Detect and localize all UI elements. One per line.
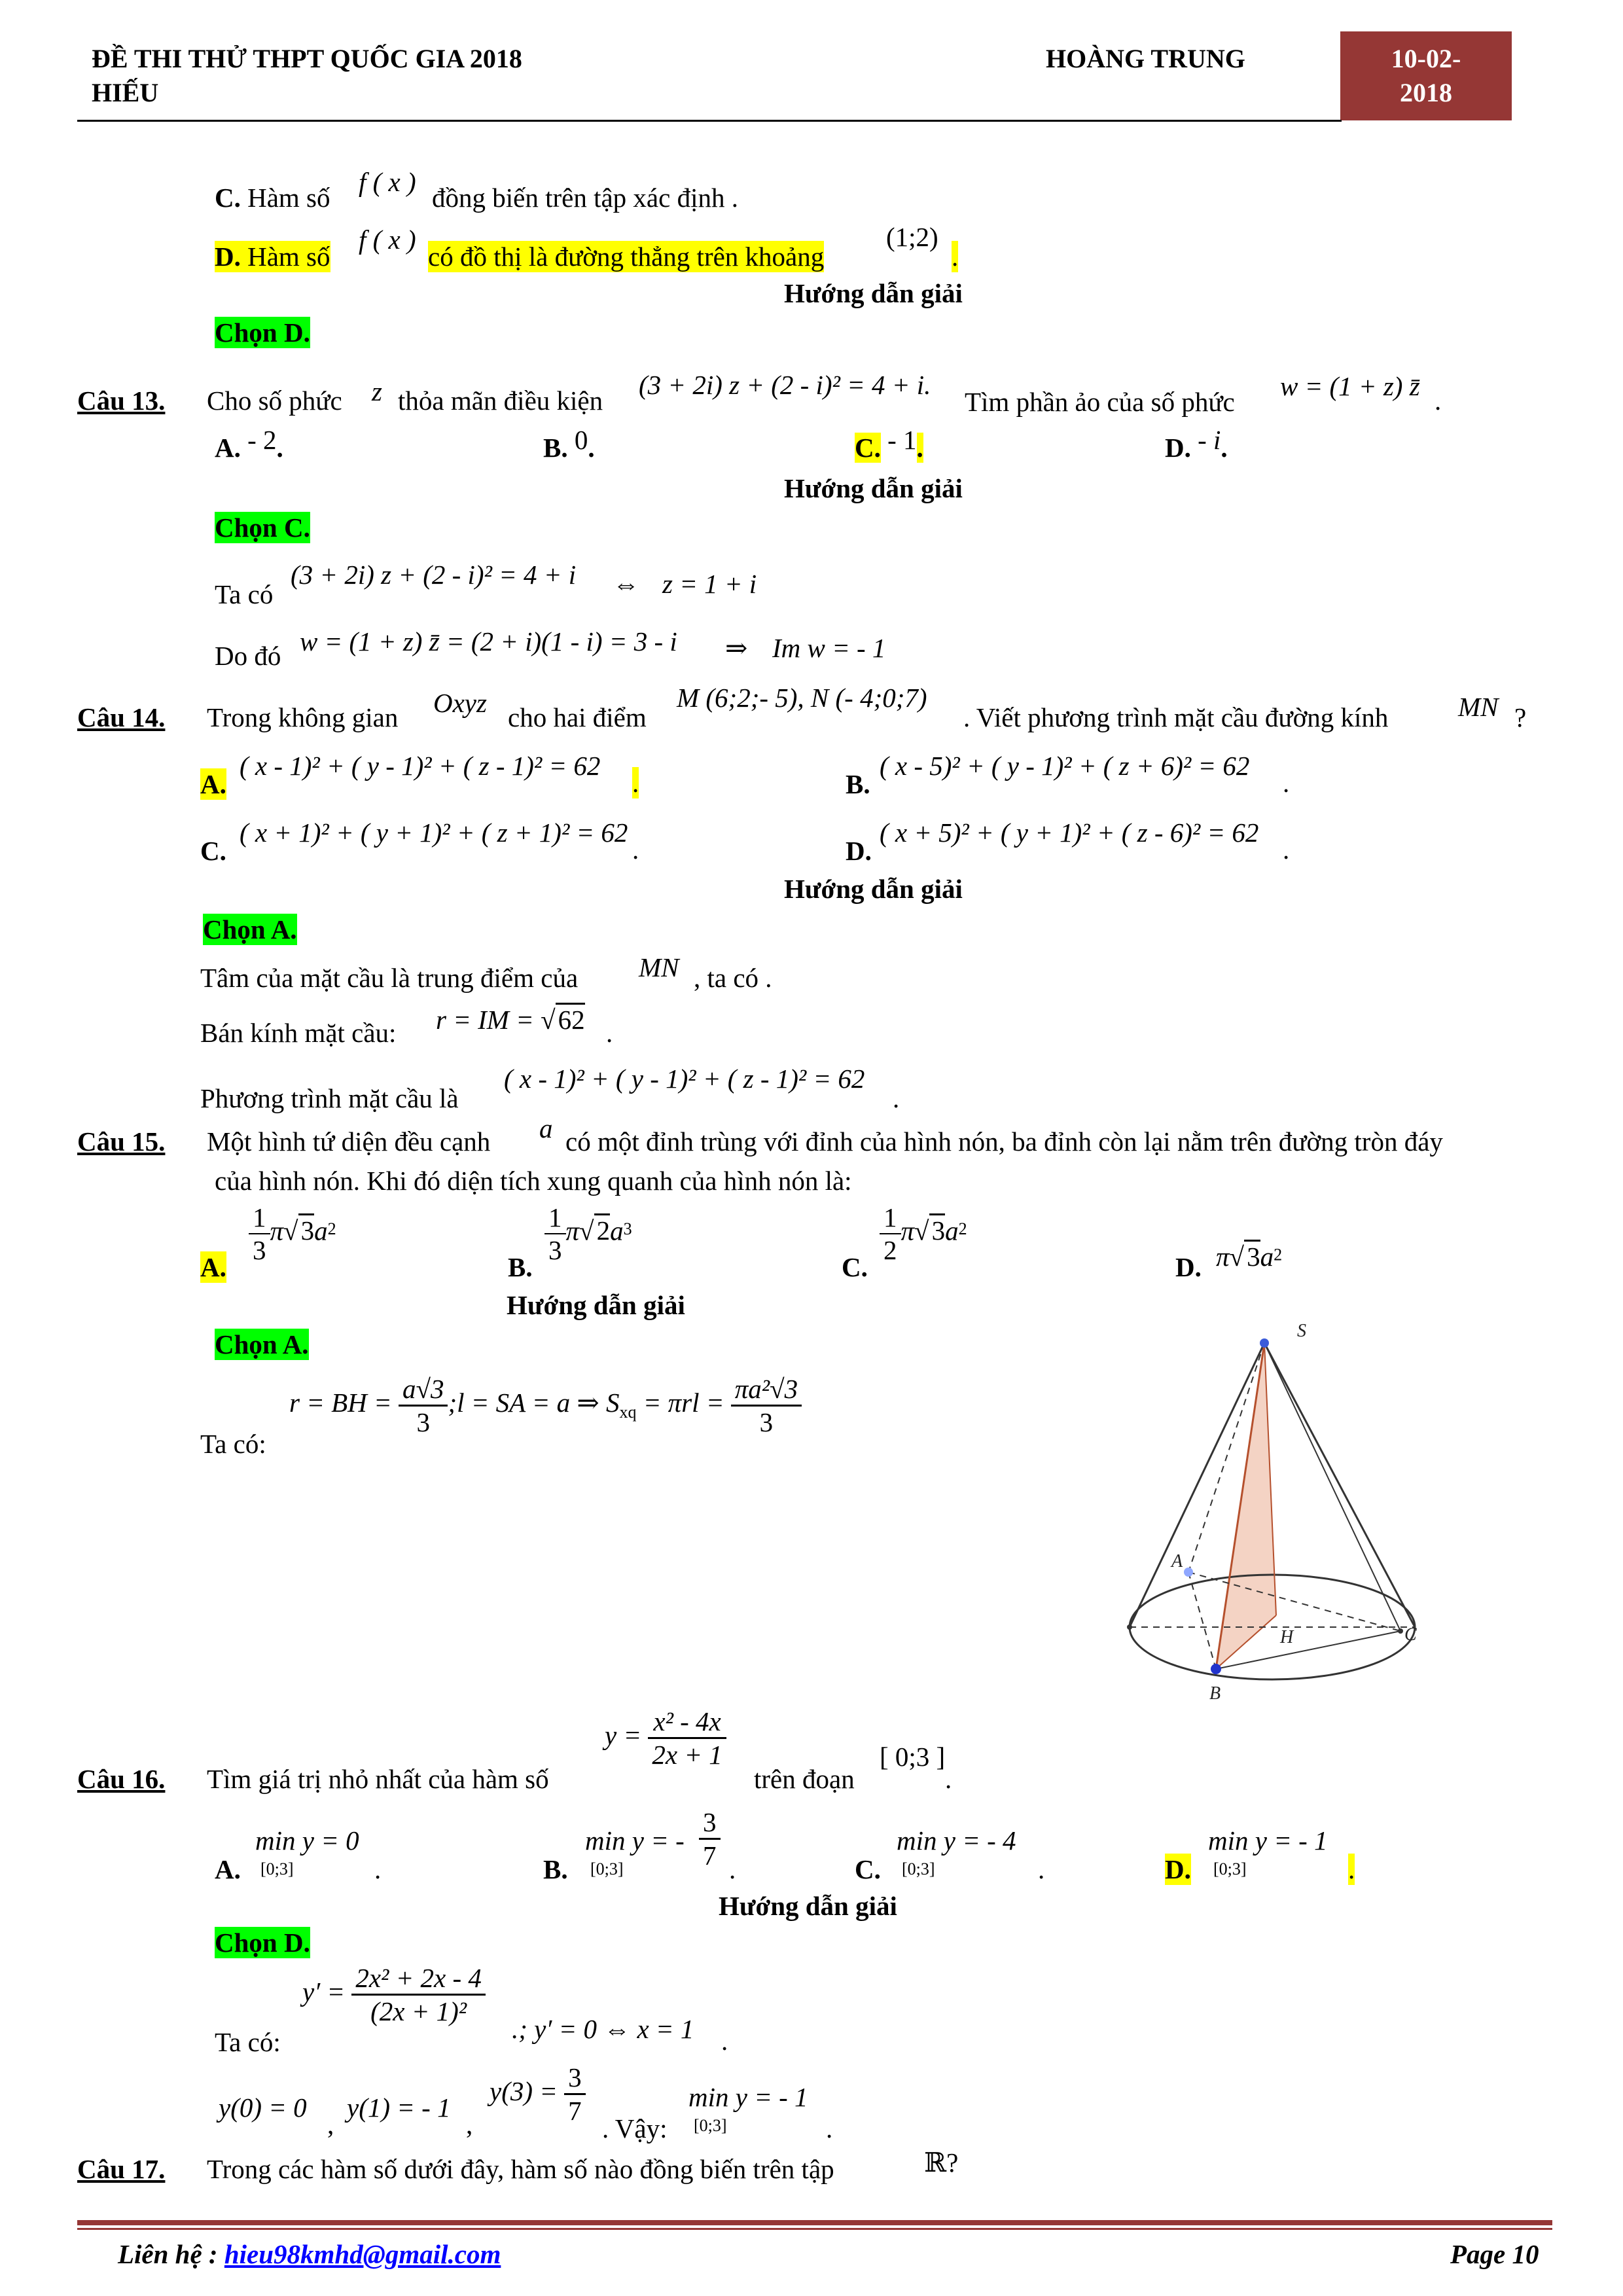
q16-label: Câu 16. [77,1764,166,1794]
cone-figure [1113,1316,1427,1708]
q13-sol2-arrow: ⇒ [725,633,748,663]
q12-option-d: D. Hàm số [215,242,330,272]
q14-text-c: . Viết phương trình mặt cầu đường kính [963,702,1389,732]
q16-text-b: trên đoạn [754,1764,855,1794]
q15-text-a: Một hình tứ diện đều cạnh [207,1126,491,1157]
q13-condition: (3 + 2i) z + (2 - i)² = 4 + i. [639,370,931,400]
q13-option-d: D. - i. [1165,425,1228,463]
q13-sol1-arrow: ⇔ [613,569,639,599]
q16-option-b-end: . [729,1854,736,1884]
q14-sol1: Tâm của mặt cầu là trung điểm của [200,963,579,993]
cone-side-right [1264,1343,1415,1627]
q12-c-text: đồng biến trên tập xác định . [432,183,738,213]
q16-sol1-pre: Ta có: [215,2027,281,2057]
q14-points: M (6;2;- 5), N (- 4;0;7) [677,683,927,713]
q12-chosen: Chọn D. [215,317,310,348]
q13-sol1-result: z = 1 + i [662,569,757,599]
q14-text-b: cho hai điểm [508,702,647,732]
header-date-line1: 10-02- [1391,44,1461,73]
q14-mn: MN [1458,692,1499,722]
q16-option-d-end: . [1348,1854,1355,1884]
q14-sol2-math: r = IM = √62 [436,1004,585,1035]
q15-label: Câu 15. [77,1126,166,1157]
q13-sol2-pre: Do đó [215,641,281,671]
cone-label-b: B [1209,1683,1221,1704]
cone-label-h: H [1280,1627,1294,1647]
q14-sol2-end: . [606,1018,613,1048]
q16-option-a: min y = 0 [0;3] [255,1825,359,1878]
q14-sol1-mn: MN [639,952,679,982]
q14-option-a-end: . [632,768,639,798]
q13-z: z [372,376,382,406]
q16-function: y = $\frac{\text{x² - 4x}}{2x + 1}$ [605,1706,726,1770]
q14-sol2: Bán kính mặt cầu: [200,1018,397,1048]
q16-sol1-b: .; y′ = 0 ⇔ x = 1 [512,2014,694,2044]
q15-option-c: $\frac{1}{2}$ $\pi√3a^2$ [880,1202,967,1266]
q15-chosen: Chọn A. [215,1329,309,1359]
q15-guide-heading: Hướng dẫn giải [507,1290,685,1320]
q16-sol2-vay: . Vậy: [602,2113,668,2144]
header-title-line2: HIẾU [92,78,159,107]
q15-option-c-label: C. [842,1252,868,1282]
q13-text-a: Cho số phức [207,386,342,416]
q14-option-b-end: . [1283,768,1290,798]
q14-sol1-b: , ta có . [694,963,772,993]
q17-label: Câu 17. [77,2154,166,2184]
cone-point-b [1211,1664,1221,1674]
q16-option-a-label: A. [215,1854,241,1884]
q14-option-d-label: D. [846,836,872,866]
q16-option-a-end: . [374,1854,382,1884]
q12-d-end: . [952,242,959,272]
q14-guide-heading: Hướng dẫn giải [784,874,963,904]
q16-sol2-comma2: , [466,2109,473,2140]
q15-sol: r = BH = $\frac{a√3}{3}$ ;l = SA = a ⇒ $S_{xq} = \pi rl$ = $\frac{\text{πa²√3}}{3}$ [289,1373,802,1438]
q13-end: . [1435,386,1442,416]
cone-point-s [1260,1338,1269,1348]
q16-option-d: min y = - 1 [0;3] [1208,1825,1328,1878]
q14-option-a: ( x - 1)² + ( y - 1)² + ( z - 1)² = 62 [240,751,601,781]
header-date-line2: 2018 [1400,78,1452,107]
q13-w: w = (1 + z) z̄ [1280,371,1420,401]
q14-option-c: ( x + 1)² + ( y + 1)² + ( z + 1)² = 62 [240,817,628,848]
q15-option-b-label: B. [508,1252,533,1282]
q14-end: ? [1514,702,1527,732]
q14-chosen: Chọn A. [203,914,297,944]
q13-sol1-pre: Ta có [215,579,274,609]
q13-guide-heading: Hướng dẫn giải [784,473,963,503]
q16-interval: [ 0;3 ] [880,1742,946,1772]
q17-set: ℝ? [924,2147,959,2178]
cone-label-a: A [1171,1551,1183,1571]
q16-option-c: min y = - 4 [0;3] [897,1825,1016,1878]
q16-sol2-c: y(3) = $\frac{3}{7}$ [490,2062,586,2126]
q16-option-c-label: C. [855,1854,881,1884]
q14-oxyz: Oxyz [433,688,487,718]
q15-text-c: của hình nón. Khi đó diện tích xung quanh của hình nón là: [215,1166,852,1196]
q16-option-b-frac: $\frac{3}{7}$ [699,1806,721,1871]
q12-d-interval: (1;2) [886,222,938,252]
q14-option-c-label: C. [200,836,226,866]
q15-option-a: $\frac{1}{3}$ $\pi√3a^2$ [249,1202,336,1266]
q16-option-d-label: D. [1165,1854,1191,1884]
footer-contact-label: Liên hệ : [118,2239,218,2269]
q16-option-b: min y = - [0;3] [585,1825,685,1878]
q14-sol3-end: . [893,1083,900,1113]
q14-option-b: ( x - 5)² + ( y - 1)² + ( z + 6)² = 62 [880,751,1250,781]
q12-d-math: f ( x ) [359,224,416,255]
q13-chosen: Chọn C. [215,512,310,543]
q12-guide-heading: Hướng dẫn giải [784,278,963,308]
cone-label-c: C [1404,1624,1417,1645]
cone-dash-ac [1188,1572,1400,1631]
footer-page-number: Page 10 [1450,2239,1539,2269]
q15-option-d: $\pi√3a^2$ [1216,1241,1282,1272]
q16-chosen: Chọn D. [215,1928,310,1958]
footer-email-link[interactable]: hieu98kmhd@gmail.com [224,2239,501,2269]
footer-line-thin [77,2228,1552,2230]
q14-option-c-end: . [632,834,639,865]
q14-option-a-label: A. [200,769,226,799]
q16-sol2-end: . [826,2113,833,2144]
cone-dash-ab [1188,1572,1216,1669]
q16-sol1-end: . [721,2026,728,2056]
q14-text-a: Trong không gian [207,702,399,732]
q13-option-a: A. - 2. [215,425,283,463]
q14-option-d: ( x + 5)² + ( y + 1)² + ( z - 6)² = 62 [880,817,1259,848]
q17-text: Trong các hàm số dưới đây, hàm số nào đồng biến trên tập [207,2154,834,2184]
q13-option-b: B. 0. [543,425,595,463]
q16-sol1: y′ = $\frac{\text{2x² + 2x - 4}}{\text{(2x + 1)²}}$ [302,1962,486,2027]
q13-text-c: Tìm phần ảo của số phức [965,387,1235,417]
header-divider [77,120,1342,122]
cone-label-s: S [1297,1321,1306,1341]
q16-sol2-min: min y = - 1 [0;3] [688,2082,808,2135]
q16-text-a: Tìm giá trị nhỏ nhất của hàm số [207,1764,549,1794]
header-title: ĐỀ THI THỬ THPT QUỐC GIA 2018 [92,44,522,73]
q15-text-b: có một đỉnh trùng với đỉnh của hình nón, ba đỉnh còn lại nằm trên đường tròn đáy [565,1126,1443,1157]
cone-edge-sc [1264,1343,1400,1631]
header-author: HOÀNG TRUNG [1046,44,1245,73]
q16-sol2-b: y(1) = - 1 [347,2092,451,2123]
q14-label: Câu 14. [77,702,166,732]
q14-sol3-math: ( x - 1)² + ( y - 1)² + ( z - 1)² = 62 [504,1064,865,1094]
footer-line-thick [77,2220,1552,2225]
cone-point-c [1398,1628,1403,1634]
q14-option-b-label: B. [846,769,870,799]
q13-option-c: C. - 1. [855,425,923,463]
q13-sol2: w = (1 + z) z̄ = (2 + i)(1 - i) = 3 - i [300,626,677,656]
q16-guide-heading: Hướng dẫn giải [719,1891,897,1921]
footer-contact [118,2238,501,2270]
q16-sol2-comma1: , [327,2109,334,2140]
q16-option-b-label: B. [543,1854,568,1884]
q15-a: a [539,1113,553,1143]
q12-d-text: có đồ thị là đường thẳng trên khoảng [428,242,825,272]
q13-sol1: (3 + 2i) z + (2 - i)² = 4 + i [291,560,577,590]
q15-option-b: $\frac{1}{3}$ $\pi√2a^3$ [544,1202,632,1266]
q16-sol2-a: y(0) = 0 [219,2092,307,2123]
cone-point-a [1184,1568,1193,1577]
cone-point-l [1127,1624,1132,1630]
q14-option-d-end: . [1283,834,1290,865]
q15-option-d-label: D. [1175,1252,1202,1282]
q16-option-c-end: . [1038,1854,1045,1884]
q13-label: Câu 13. [77,386,166,416]
q13-sol2-result: Im w = - 1 [772,633,886,663]
q15-option-a-label: A. [200,1252,226,1282]
q15-sol-pre: Ta có: [200,1429,266,1459]
q12-option-c: C. Hàm số [215,183,330,213]
q16-end: . [945,1764,952,1794]
q13-text-b: thỏa mãn điều kiện [398,386,603,416]
q12-c-math: f ( x ) [359,167,416,197]
q14-sol3: Phương trình mặt cầu là [200,1083,459,1113]
